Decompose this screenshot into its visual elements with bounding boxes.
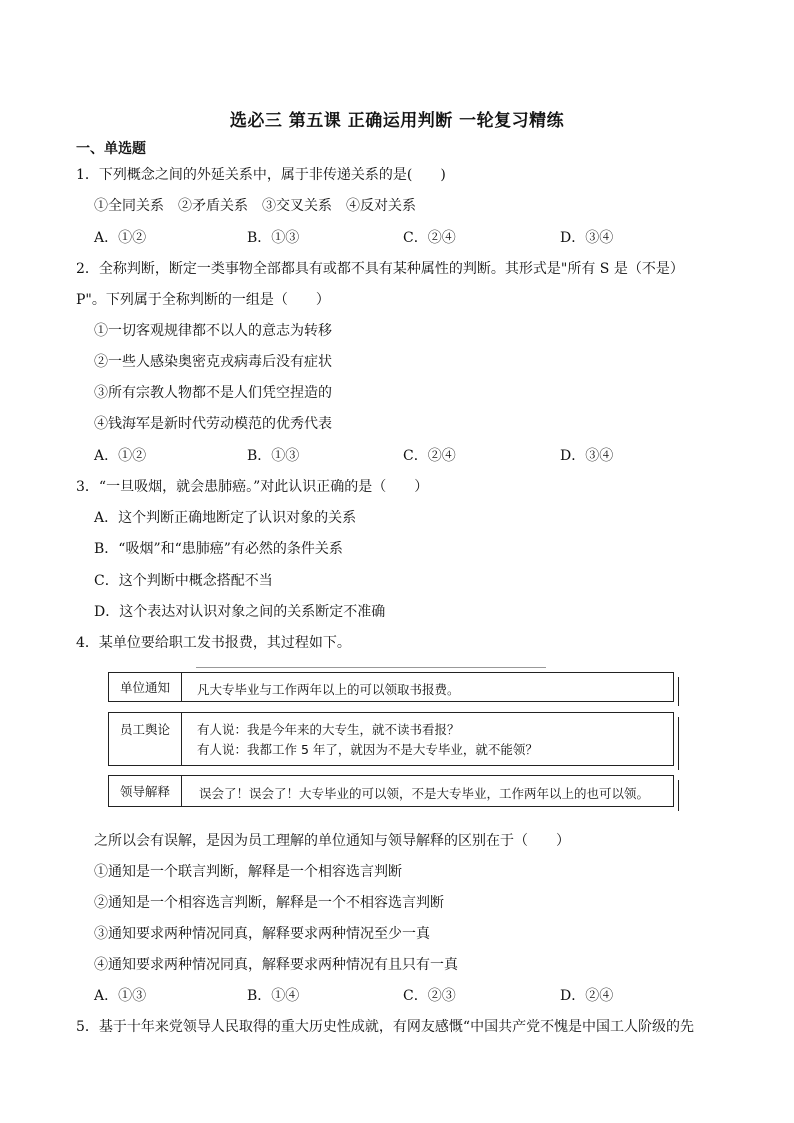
figure-row-shadow: [673, 677, 679, 706]
question-2-option-b: B．①③: [247, 448, 300, 464]
question-1-option-b: B．①③: [247, 230, 300, 246]
question-2-option-a: A．①②: [94, 448, 147, 464]
question-3-option-c: C．这个判断中概念搭配不当: [94, 573, 273, 589]
question-4-item-2: ②通知是一个相容选言判断，解释是一个不相容选言判断: [94, 895, 444, 911]
figure-row-shadow: [673, 780, 679, 811]
figure-row-explanation: [108, 775, 674, 807]
question-3-option-b: B．“吸烟”和“患肺癌”有必然的条件关系: [94, 541, 343, 557]
question-1-option-a: A．①②: [94, 230, 147, 246]
notice-figure: [108, 672, 678, 812]
question-4-option-c: C．②③: [403, 988, 456, 1004]
question-1-option-c: C．②④: [403, 230, 456, 246]
figure-row-label: 员工舆论: [109, 713, 182, 765]
question-3-stem: 3．“一旦吸烟，就会患肺癌。”对此认识正确的是（ ）: [76, 479, 429, 495]
figure-row-text-block: [197, 720, 667, 760]
question-4-option-d: D．②④: [560, 988, 614, 1004]
question-3-option-a: A．这个判断正确地断定了认识对象的关系: [94, 510, 357, 526]
question-3-option-d: D．这个表达对认识对象之间的关系断定不准确: [94, 604, 386, 620]
question-5-stem: 5．基于十年来党领导人民取得的重大历史性成就，有网友感慨“中国共产党不愧是中国工人阶级的先: [76, 1019, 695, 1035]
question-2-stem-line-1: 2．全称判断，断定一类事物全部都具有或都不具有某种属性的判断。其形式是"所有 S 是（不是）: [76, 261, 684, 277]
figure-row-label: 领导解释: [109, 776, 182, 806]
section-heading: 一、单选题: [76, 141, 146, 157]
question-4-item-1: ①通知是一个联言判断，解释是一个相容选言判断: [94, 864, 402, 880]
question-1-option-d: D．③④: [560, 230, 614, 246]
figure-row-opinion: [108, 712, 674, 766]
question-4-option-b: B．①④: [247, 988, 300, 1004]
question-4-item-4: ④通知要求两种情况同真，解释要求两种情况有且只有一真: [94, 957, 458, 973]
question-2-stem-line-2: P"。下列属于全称判断的一组是（ ）: [76, 292, 330, 308]
question-1-stem: 1．下列概念之间的外延关系中，属于非传递关系的是( ): [76, 167, 446, 183]
question-1-items: ①全同关系 ②矛盾关系 ③交叉关系 ④反对关系: [94, 198, 416, 214]
figure-row-text: 误会了！误会了！大专毕业的可以领，不是大专毕业，工作两年以上的也可以领。: [199, 786, 650, 801]
figure-row-text: 有人说：我都工作 5 年了，就因为不是大专毕业，就不能领？: [197, 742, 538, 757]
question-4-option-a: A．①③: [94, 988, 147, 1004]
question-4-item-3: ③通知要求两种情况同真，解释要求两种情况至少一真: [94, 926, 430, 942]
question-4-stem-2: 之所以会有误解，是因为员工理解的单位通知与领导解释的区别在于（ ）: [94, 833, 570, 849]
question-2-item-2: ②一些人感染奥密克戎病毒后没有症状: [94, 354, 332, 370]
figure-row-notice: [108, 672, 674, 702]
question-2-item-4: ④钱海军是新时代劳动模范的优秀代表: [94, 416, 332, 432]
figure-row-label: 单位通知: [109, 673, 182, 701]
figure-row-text: 凡大专毕业与工作两年以上的可以领取书报费。: [197, 682, 460, 697]
figure-row-text: 有人说：我是今年来的大专生，就不读书看报？: [197, 722, 460, 737]
question-2-item-3: ③所有宗教人物都不是人们凭空捏造的: [94, 385, 332, 401]
figure-top-line: [196, 667, 546, 671]
question-2-option-c: C．②④: [403, 448, 456, 464]
figure-row-shadow: [673, 717, 679, 770]
question-2-option-d: D．③④: [560, 448, 614, 464]
question-2-item-1: ①一切客观规律都不以人的意志为转移: [94, 323, 332, 339]
page-title: 选必三 第五课 正确运用判断 一轮复习精练: [229, 111, 565, 131]
question-4-stem: 4．某单位要给职工发书报费，其过程如下。: [76, 635, 351, 651]
